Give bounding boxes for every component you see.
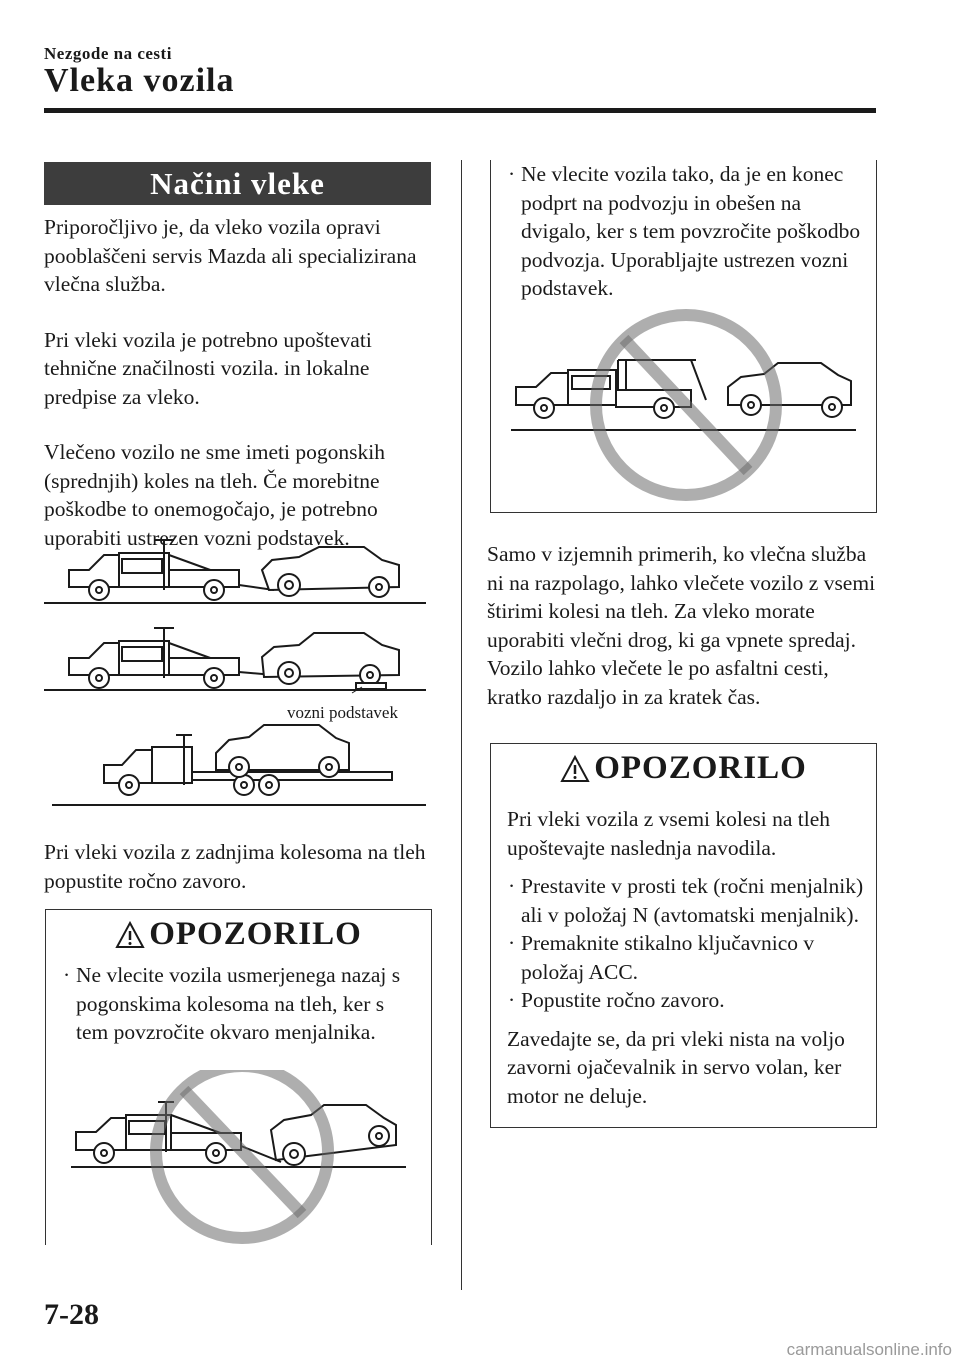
paragraph: Vlečeno vozilo ne sme imeti pogonskih (sprednjih) koles na tleh. Če morebitne poškodbe to onemogočajo, je potrebno uporabiti ustrezen vozni podstavek. [44, 440, 385, 550]
warning-bullets [491, 872, 876, 1015]
column-divider [461, 160, 462, 1290]
paragraph: Pri vleki vozila z zadnjima kolesoma na tleh popustite ročno zavoro. [44, 840, 426, 893]
prohibited-towing-illustration [66, 1070, 416, 1245]
section-heading: Načini vleke [44, 162, 431, 205]
warning-box [490, 743, 877, 1128]
warning-outro: Zavedajte se, da pri vleki nista na voljo zavorni ojačevalnik in servo volan, ker motor ne deluje. [507, 1026, 845, 1108]
warning-box [45, 909, 432, 1245]
paragraph: Priporočljivo je, da vleko vozila opravi pooblaščeni servis Mazda ali specializirana vlečna služba. [44, 215, 417, 296]
warning-intro: Pri vleki vozila z vsemi kolesi na tleh upoštevajte naslednja navodila. [507, 807, 831, 860]
warning-box-continued [490, 160, 877, 513]
bullet-dot: · [508, 874, 516, 898]
paragraph: Vozilo lahko vlečete le po asfaltni cesti, kratko razdaljo in za kratek čas. [487, 656, 829, 709]
warning-triangle-icon [115, 921, 145, 949]
tow-truck-wheel-lift [69, 540, 274, 600]
towed-car-2 [262, 633, 399, 689]
page-number: 7-28 [44, 1298, 99, 1331]
warning-title [46, 916, 431, 953]
chapter-title: Vleka vozila [44, 62, 235, 99]
warning-bullets [491, 160, 876, 303]
paragraph: Pri vleki vozila je potrebno upoštevati tehnične značilnosti vozila. in lokalne predpise za vleko. [44, 327, 372, 409]
list-item: · Premaknite stikalno ključavnico v položaj ACC. [508, 931, 815, 984]
header-rule [44, 108, 876, 113]
bullet-dot: · [508, 162, 516, 186]
tow-truck-dolly [69, 628, 274, 688]
right-text-block [487, 540, 877, 711]
list-item: · Prestavite v prosti tek (ročni menjalnik) ali v položaj N (avtomatski menjalnik). [508, 874, 864, 927]
paragraph: Samo v izjemnih primerih, ko vlečna služba ni na razpolago, lahko vlečete vozilo z vsemi štirimi kolesi na tleh. Za vleko morate uporabiti vlečni drog, ki ga vpnete spredaj. [487, 542, 876, 652]
bullet-dot: · [508, 931, 516, 955]
warning-bullets [46, 961, 431, 1047]
section-label: Nezgode na cesti [44, 44, 172, 63]
watermark: carmanualsonline.info [786, 1340, 952, 1359]
list-item: · Ne vlecite vozila tako, da je en konec podprt na podvozju in obešen na dvigalo, ker s tem povzročite poškodbo podvozja. Uporabljajte ustrezen vozni podstavek. [508, 162, 861, 300]
warning-title [491, 750, 876, 787]
bullet-dot: · [508, 988, 516, 1012]
car-hung-by-chassis [728, 363, 851, 417]
bullet-dot: · [63, 963, 71, 987]
list-item: · Popustite ročno zavoro. [491, 986, 866, 1015]
dolly-label: vozni podstavek [287, 703, 398, 722]
towed-car-1 [262, 547, 399, 597]
towing-methods-illustration [44, 535, 434, 810]
warning-title-text: OPOZORILO [149, 916, 362, 952]
list-item: · Ne vlecite vozila usmerjenega nazaj s pogonskima kolesoma na tleh, ker s tem povzročite okvaro menjalnika. [63, 963, 401, 1044]
warning-triangle-icon [560, 755, 590, 783]
warning-title-text: OPOZORILO [594, 750, 807, 786]
left-text-block [44, 213, 434, 552]
car-on-flatbed [216, 725, 349, 777]
prohibited-underbody-towing-illustration [506, 305, 866, 505]
